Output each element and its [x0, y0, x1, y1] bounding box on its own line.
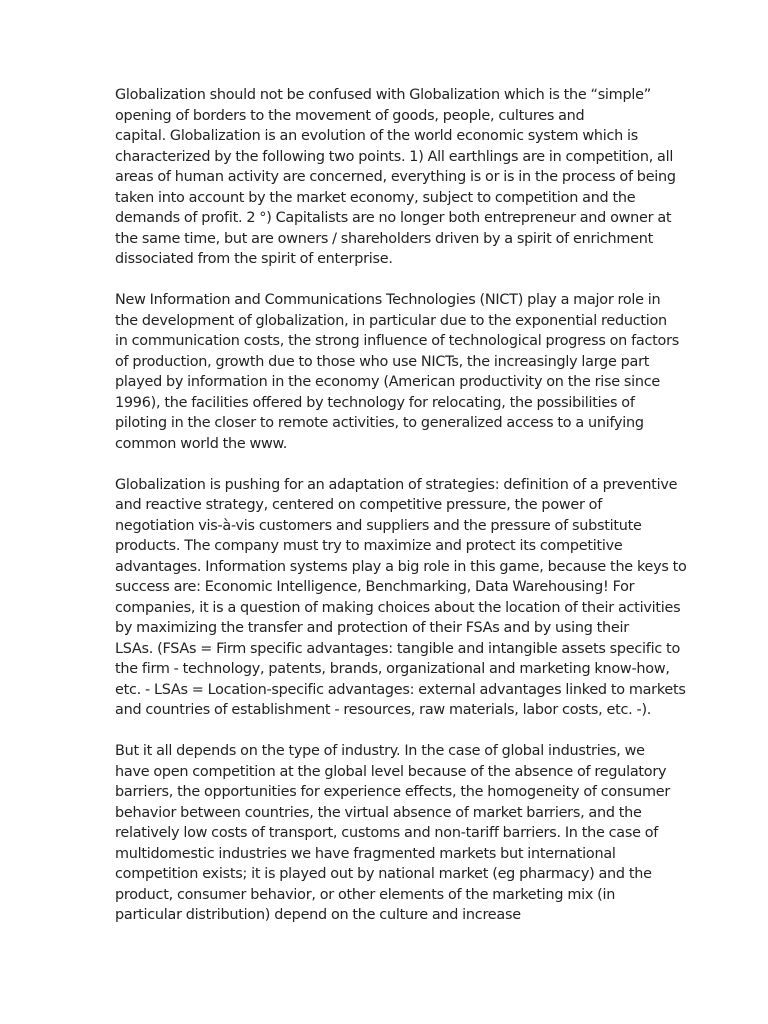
- text-line: demands of profit. 2 °) Capitalists are no longer both entrepreneur and owner at: [115, 210, 672, 226]
- text-line: capital. Globalization is an evolution of the world economic system which is: [115, 128, 639, 144]
- text-line: and countries of establishment - resources, raw materials, labor costs, etc. -).: [115, 702, 652, 718]
- text-line: 1996), the facilities offered by technology for relocating, the possibilities of: [115, 394, 635, 411]
- text-line: Globalization is pushing for an adaptation of strategies: definition of a preventive: [115, 476, 678, 493]
- text-line: New Information and Communications Technologies (NICT) play a major role in: [115, 292, 661, 308]
- text-line: by maximizing the transfer and protection of their FSAs and by using their: [115, 620, 629, 636]
- paragraph-nict: [115, 290, 677, 454]
- text-line: LSAs. (FSAs = Firm specific advantages: tangible and intangible assets specific to: [115, 640, 680, 657]
- text-line: behavior between countries, the virtual absence of market barriers, and the: [115, 804, 642, 821]
- text-line: characterized by the following two points. 1) All earthlings are in competition, all: [115, 148, 674, 165]
- text-line: product, consumer behavior, or other elements of the marketing mix (in: [115, 886, 616, 903]
- paragraph-globalization-definition: [115, 85, 677, 270]
- text-line: taken into account by the market economy, subject to competition and the: [115, 189, 636, 206]
- text-line: success are: Economic Intelligence, Benchmarking, Data Warehousing! For: [115, 579, 635, 595]
- text-line: relatively low costs of transport, customs and non-tariff barriers. In the case of: [115, 825, 659, 841]
- text-line: piloting in the closer to remote activities, to generalized access to a unifying: [115, 415, 644, 431]
- text-line: have open competition at the global level because of the absence of regulatory: [115, 763, 667, 780]
- text-line: advantages. Information systems play a big role in this game, because the keys to: [115, 558, 687, 575]
- text-line: in communication costs, the strong influence of technological progress on factors: [115, 333, 679, 349]
- paragraph-industry-types: [115, 741, 677, 926]
- text-line: opening of borders to the movement of goods, people, cultures and: [115, 107, 585, 124]
- text-line: dissociated from the spirit of enterprise.: [115, 251, 393, 267]
- text-line: Globalization should not be confused with Globalization which is the “simple”: [115, 87, 651, 103]
- text-line: the firm - technology, patents, brands, organizational and marketing know-how,: [115, 661, 670, 677]
- text-line: But it all depends on the type of industry. In the case of global industries, we: [115, 743, 645, 759]
- text-line: competition exists; it is played out by national market (eg pharmacy) and the: [115, 866, 652, 882]
- text-line: products. The company must try to maximize and protect its competitive: [115, 538, 623, 554]
- text-line: areas of human activity are concerned, everything is or is in the process of being: [115, 169, 676, 185]
- paragraph-strategies: [115, 475, 687, 721]
- text-line: multidomestic industries we have fragmented markets but international: [115, 845, 616, 862]
- text-line: common world the www.: [115, 435, 288, 452]
- text-line: the same time, but are owners / shareholders driven by a spirit of enrichment: [115, 230, 654, 247]
- text-line: barriers, the opportunities for experience effects, the homogeneity of consumer: [115, 784, 670, 800]
- text-line: companies, it is a question of making choices about the location of their activities: [115, 599, 681, 616]
- text-line: the development of globalization, in particular due to the exponential reduction: [115, 312, 667, 329]
- text-line: played by information in the economy (American productivity on the rise since: [115, 374, 661, 390]
- text-line: negotiation vis-à-vis customers and suppliers and the pressure of substitute: [115, 517, 642, 534]
- text-line: and reactive strategy, centered on competitive pressure, the power of: [115, 497, 603, 513]
- text-line: particular distribution) depend on the culture and increase: [115, 907, 521, 923]
- text-line: etc. - LSAs = Location-specific advantages: external advantages linked to markets: [115, 681, 686, 698]
- text-line: of production, growth due to those who use NICTs, the increasingly large part: [115, 353, 650, 370]
- document-body: [115, 85, 687, 946]
